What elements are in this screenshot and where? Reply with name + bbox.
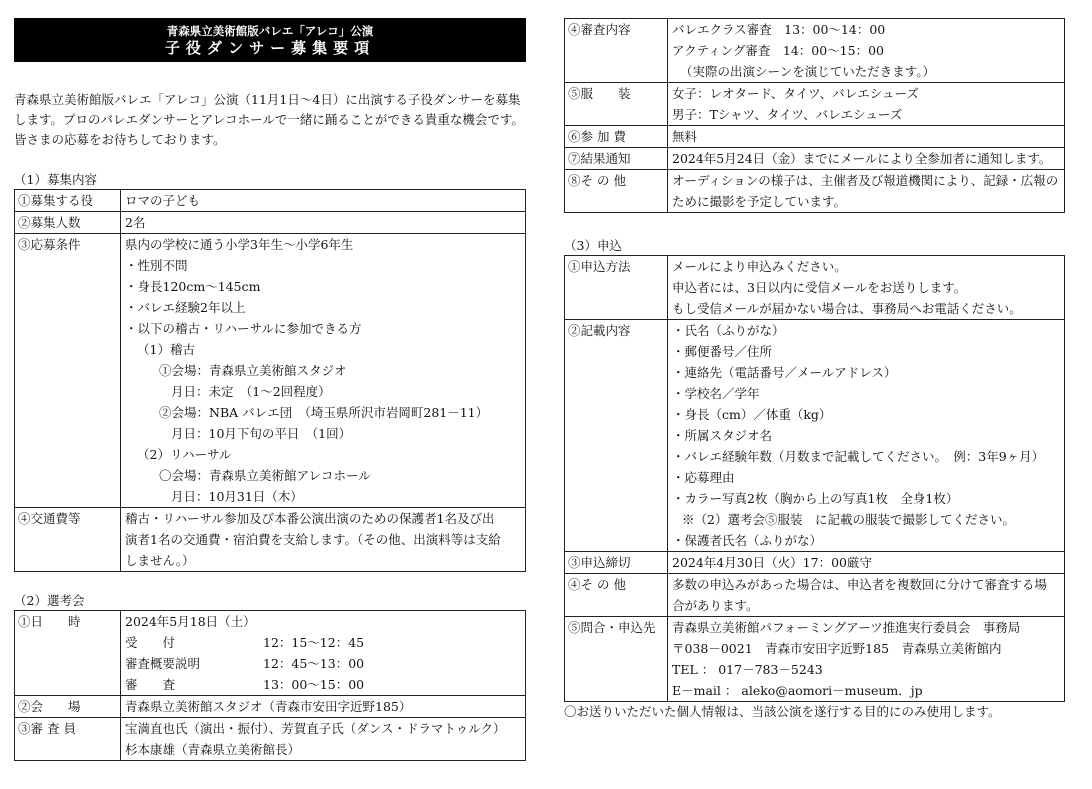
row-key: ④交通費等 [15, 508, 121, 572]
table-row [565, 574, 1065, 617]
method-line: メールにより申込みください。 [672, 259, 847, 274]
audition-details-table [564, 18, 1065, 213]
audition-table [14, 610, 526, 761]
intro-text [14, 90, 526, 150]
field-line: ・保護者氏名（ふりがな） [672, 533, 823, 548]
row-value [121, 718, 526, 761]
row-key: ④審査内容 [565, 19, 668, 83]
other-line: オーディションの様子は、主催者及び報道機関により、記録・広報の [672, 173, 1059, 188]
row-key: ⑧そ の 他 [565, 170, 668, 213]
method-line: もし受信メールが届かない場合は、事務局へお電話ください。 [672, 301, 1022, 316]
right-column [564, 0, 1065, 722]
cond-line: 県内の学校に通う小学3年生～小学6年生 [125, 237, 354, 252]
schedule-item [125, 674, 521, 695]
judge-line: 杉本康雄（青森県立美術館長） [125, 742, 301, 757]
schedule-item [125, 632, 521, 653]
row-key: ②募集人数 [15, 212, 121, 234]
row-value [121, 611, 526, 696]
row-value: ロマの子ども [121, 190, 526, 212]
field-line: ・身長（cm）／体重（kg） [672, 407, 832, 422]
cond-line: 月日：未定 （1～2回程度） [171, 384, 331, 399]
contact-phone: TEL ： 017－783－5243 [672, 662, 823, 677]
section1-title: （1）募集内容 [14, 172, 97, 187]
row-value [668, 19, 1065, 83]
schedule-item [125, 653, 521, 674]
table-row [565, 617, 1065, 702]
table-row [15, 718, 526, 761]
review-line: （実際の出演シーンを演じていただきます。） [680, 64, 936, 79]
table-row [15, 190, 526, 212]
section3-title: （3）申込 [564, 238, 622, 253]
intro-line: 皆さまの応募をお待ちしております。 [14, 132, 226, 147]
row-key: ①募集する役 [15, 190, 121, 212]
row-value [668, 256, 1065, 320]
schedule-time: 12：45～13：00 [263, 656, 365, 671]
recruitment-table [14, 189, 526, 572]
row-value [121, 508, 526, 572]
cond-line: ・性別不問 [125, 258, 188, 273]
field-line: ・所属スタジオ名 [672, 428, 773, 443]
row-value: 2024年4月30日（火）17：00厳守 [668, 552, 1065, 574]
field-line: ・学校名／学年 [672, 386, 760, 401]
other-line: 合があります。 [672, 598, 759, 613]
field-line: ・バレエ経験年数（月数まで記載してください。 例：3年9ヶ月） [672, 449, 1045, 464]
row-key: ①日 時 [15, 611, 121, 696]
table-row [565, 19, 1065, 83]
row-key: ②会 場 [15, 696, 121, 718]
field-line: ・連絡先（電話番号／メールアドレス） [672, 365, 897, 380]
review-line: バレエクラス審査 13：00～14：00 [672, 22, 886, 37]
cond-line: 月日：10月31日（木） [171, 489, 303, 504]
cond-line: ②会場：NBA バレエ団 （埼玉県所沢市岩岡町281－11） [159, 405, 489, 420]
schedule-label: 受 付 [125, 635, 176, 650]
table-row [565, 148, 1065, 170]
attire-line: 男子：Tシャツ、タイツ、バレエシューズ [672, 107, 903, 122]
travel-line: 演者1名の交通費・宿泊費を支給します。（その他、出演料等は支給 [125, 532, 501, 547]
field-line: ※（2）選考会⑤服装 に記載の服装で撮影してください。 [682, 512, 1015, 527]
table-row [565, 170, 1065, 213]
table-row [565, 320, 1065, 552]
cond-line: ・バレエ経験2年以上 [125, 300, 246, 315]
attire-line: 女子：レオタード、タイツ、バレエシューズ [672, 86, 919, 101]
travel-line: しません。） [125, 553, 195, 568]
application-table [564, 255, 1065, 702]
intro-line: します。プロのバレエダンサーとアレコホールで一緒に踊ることができる貴重な機会です。 [14, 112, 524, 127]
judge-line: 宝満直也氏（演出・振付）、芳賀直子氏（ダンス・ドラマトゥルク） [125, 721, 506, 736]
row-value [668, 574, 1065, 617]
contact-email: E－mail ： aleko@aomori－museum．jp [672, 683, 923, 698]
table-row [565, 83, 1065, 126]
method-line: 申込者には、3日以内に受信メールをお送りします。 [672, 280, 967, 295]
schedule-label: 審 査 [125, 677, 176, 692]
page-header [14, 18, 526, 62]
row-key: ①申込方法 [565, 256, 668, 320]
table-row [565, 126, 1065, 148]
table-row [15, 212, 526, 234]
field-line: ・郵便番号／住所 [672, 344, 773, 359]
row-value [121, 234, 526, 508]
cond-line: （2）リハーサル [137, 447, 232, 462]
privacy-footnote: 〇お送りいただいた個人情報は、当該公演を遂行する目的にのみ使用します。 [564, 704, 1001, 719]
table-row [565, 256, 1065, 320]
row-value: 無料 [668, 126, 1065, 148]
cond-line: ①会場：青森県立美術館スタジオ [159, 363, 347, 378]
row-value [668, 170, 1065, 213]
row-key: ④そ の 他 [565, 574, 668, 617]
schedule-time: 13：00～15：00 [263, 677, 365, 692]
row-key: ③審 査 員 [15, 718, 121, 761]
table-row [565, 552, 1065, 574]
row-value: 2名 [121, 212, 526, 234]
table-row [15, 508, 526, 572]
cond-line: 〇会場：青森県立美術館アレコホール [159, 468, 371, 483]
table-row [15, 611, 526, 696]
cond-line: ・身長120cm～145cm [125, 279, 261, 294]
row-value: 2024年5月24日（金）までにメールにより全参加者に通知します。 [668, 148, 1065, 170]
cond-line: 月日：10月下旬の平日 （1回） [171, 426, 352, 441]
row-value [668, 83, 1065, 126]
row-key: ⑥参 加 費 [565, 126, 668, 148]
contact-line: 青森県立美術館パフォーミングアーツ推進実行委員会 事務局 [672, 620, 1021, 635]
table-row [15, 696, 526, 718]
travel-line: 稽古・リハーサル参加及び本番公演出演のための保護者1名及び出 [125, 511, 495, 526]
table-row [15, 234, 526, 508]
header-subtitle: 青森県立美術館版バレエ「アレコ」公演 [166, 24, 374, 38]
review-line: アクティング審査 14：00～15：00 [672, 43, 884, 58]
row-value: 青森県立美術館スタジオ（青森市安田字近野185） [121, 696, 526, 718]
other-line: 多数の申込みがあった場合は、申込者を複数回に分けて審査する場 [672, 577, 1047, 592]
section2-title: （2）選考会 [14, 593, 85, 608]
field-line: ・氏名（ふりがな） [672, 323, 785, 338]
field-line: ・カラー写真2枚（胸から上の写真1枚 全身1枚） [672, 491, 959, 506]
row-key: ⑦結果通知 [565, 148, 668, 170]
other-line: ために撮影を予定しています。 [672, 194, 847, 209]
audition-date: 2024年5月18日（土） [125, 614, 256, 629]
row-key: ⑤服 装 [565, 83, 668, 126]
cond-line: （1）稽古 [137, 342, 195, 357]
cond-line: ・以下の稽古・リハーサルに参加できる方 [125, 321, 362, 336]
contact-line: 〒038－0021 青森市安田字近野185 青森県立美術館内 [672, 641, 1002, 656]
row-value [668, 617, 1065, 702]
page-title: 子役ダンサー募集要項 [164, 39, 376, 57]
schedule-time: 12：15～12：45 [263, 635, 365, 650]
row-key: ②記載内容 [565, 320, 668, 552]
left-column [14, 0, 526, 761]
row-value [668, 320, 1065, 552]
row-key: ⑤問合・申込先 [565, 617, 668, 702]
row-key: ③申込締切 [565, 552, 668, 574]
intro-line: 青森県立美術館版バレエ「アレコ」公演（11月1日～4日）に出演する子役ダンサーを募集 [14, 92, 521, 107]
schedule-label: 審査概要説明 [125, 656, 201, 671]
row-key: ③応募条件 [15, 234, 121, 508]
field-line: ・応募理由 [672, 470, 735, 485]
